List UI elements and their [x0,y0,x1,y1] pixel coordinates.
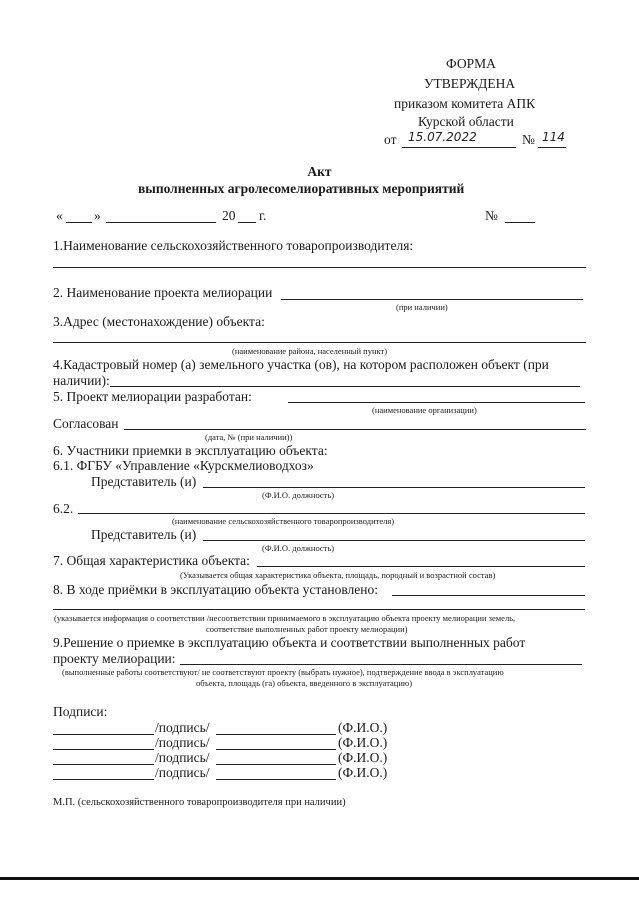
representative-1-label: Представитель (и) [91,474,197,489]
act-number-sign: № [485,208,498,223]
signature-2-podpis: /подпись/ [155,735,210,750]
year-prefix: 20 [222,208,236,223]
decision-label: 9.Решение о приемке в эксплуатацию объекта и соответствии выполненных работ [53,635,526,650]
signature-1-position-field[interactable] [53,734,154,735]
decision-hint-1: (выполненные работы соответствуют/ не соответствуют проекту (выбрать нужное), подтверждение ввода в эксплуатацию [62,667,504,677]
decision-hint-2: объекта, площадь (га) объекта, введенного в эксплуатацию) [196,678,413,688]
quote-open: « [56,208,63,223]
handwritten-date: 15.07.2022 [408,130,477,144]
address-label: 3.Адрес (местонахождение) объекта: [53,314,265,329]
participants-label: 6. Участники приемки в эксплуатацию объекта: [53,443,328,458]
year-field[interactable] [238,222,256,223]
document-subtitle: выполненных агролесомелиоративных мероприятий [138,181,465,196]
decision-label-2: проекту мелиорации: [53,651,176,666]
signature-4-fio: (Ф.И.О.) [338,765,388,780]
day-field[interactable] [66,222,92,223]
participant-2-field[interactable] [78,513,585,514]
representative-1-hint: (Ф.И.О. должность) [262,490,335,500]
cadastral-field[interactable] [110,386,580,387]
signature-3-fio: (Ф.И.О.) [338,750,388,765]
project-name-label: 2. Наименование проекта мелиорации [53,285,273,300]
scan-edge-line [0,877,639,880]
approved-by-label: Согласован [53,416,119,431]
quote-close: » [94,208,101,223]
participant-2-hint: (наименование сельскохозяйственного товаропроизводителя) [172,516,395,526]
representative-2-field[interactable] [203,540,585,541]
findings-field-1[interactable] [392,595,585,596]
project-name-hint: (при наличии) [396,302,448,312]
number-underline [538,147,566,148]
signature-2-position-field[interactable] [53,749,154,750]
representative-2-label: Представитель (и) [91,527,197,542]
signatures-label: Подписи: [53,704,108,719]
signature-1-field[interactable] [216,734,336,735]
signature-4-field[interactable] [216,779,336,780]
signature-4-position-field[interactable] [53,779,154,780]
year-suffix: г. [259,208,267,223]
document-title: Акт [307,164,332,179]
characteristics-label: 7. Общая характеристика объекта: [53,553,250,568]
findings-label: 8. В ходе приёмки в эксплуатацию объекта установлено: [53,582,378,597]
month-field[interactable] [106,222,216,223]
stamp-place-label: М.П. (сельскохозяйственного товаропроизводителя при наличии) [53,797,346,808]
decision-field[interactable] [180,664,582,665]
date-prefix: от [384,132,397,147]
address-hint: (наименование района, населенный пункт) [232,346,388,356]
signature-4-podpis: /подпись/ [155,765,210,780]
developer-field[interactable] [288,402,585,403]
approved-by-hint: (дата, № (при наличии)) [205,432,293,442]
order-label: приказом комитета АПК [394,96,536,111]
signature-2-fio: (Ф.И.О.) [338,735,388,750]
representative-1-field[interactable] [203,487,585,488]
signature-3-field[interactable] [216,764,336,765]
project-name-field[interactable] [281,299,583,300]
handwritten-number: 114 [542,130,565,144]
form-label: ФОРМА [446,56,496,71]
participant-1-label: 6.1. ФГБУ «Управление «Курскмелиоводхоз» [53,458,314,473]
address-field[interactable] [53,342,586,343]
approved-by-field[interactable] [124,429,586,430]
findings-hint-1: (указывается информация о соответствии /несоответствии принимаемого в эксплуатацию объекта проекту мелиорации земель, [54,613,516,623]
signature-1-podpis: /подпись/ [155,720,210,735]
signature-3-podpis: /подпись/ [155,750,210,765]
participant-2-label: 6.2. [53,501,74,516]
producer-name-label: 1.Наименование сельскохозяйственного товаропроизводителя: [53,238,414,253]
signature-2-field[interactable] [216,749,336,750]
developer-hint: (наименование организации) [372,405,477,415]
findings-hint-2: соответствие выполненных работ проекту мелиорации) [206,624,408,634]
representative-2-hint: (Ф.И.О. должность) [262,543,335,553]
findings-field-2[interactable] [53,609,585,610]
characteristics-field[interactable] [257,566,585,567]
cadastral-label: 4.Кадастровый номер (а) земельного участка (ов), на котором расположен объект (при [53,357,549,372]
act-number-field[interactable] [505,222,535,223]
developer-label: 5. Проект мелиорации разработан: [53,389,252,404]
signature-3-position-field[interactable] [53,764,154,765]
producer-name-field[interactable] [53,267,586,268]
characteristics-hint: (Указывается общая характеристика объекта, площадь, породный и возрастной состав) [180,570,496,580]
signature-1-fio: (Ф.И.О.) [338,720,388,735]
date-underline [402,147,516,148]
number-sign: № [522,132,535,147]
cadastral-label-2: наличии): [53,373,110,388]
approved-label: УТВЕРЖДЕНА [424,76,516,91]
region-label: Курской области [418,114,514,129]
